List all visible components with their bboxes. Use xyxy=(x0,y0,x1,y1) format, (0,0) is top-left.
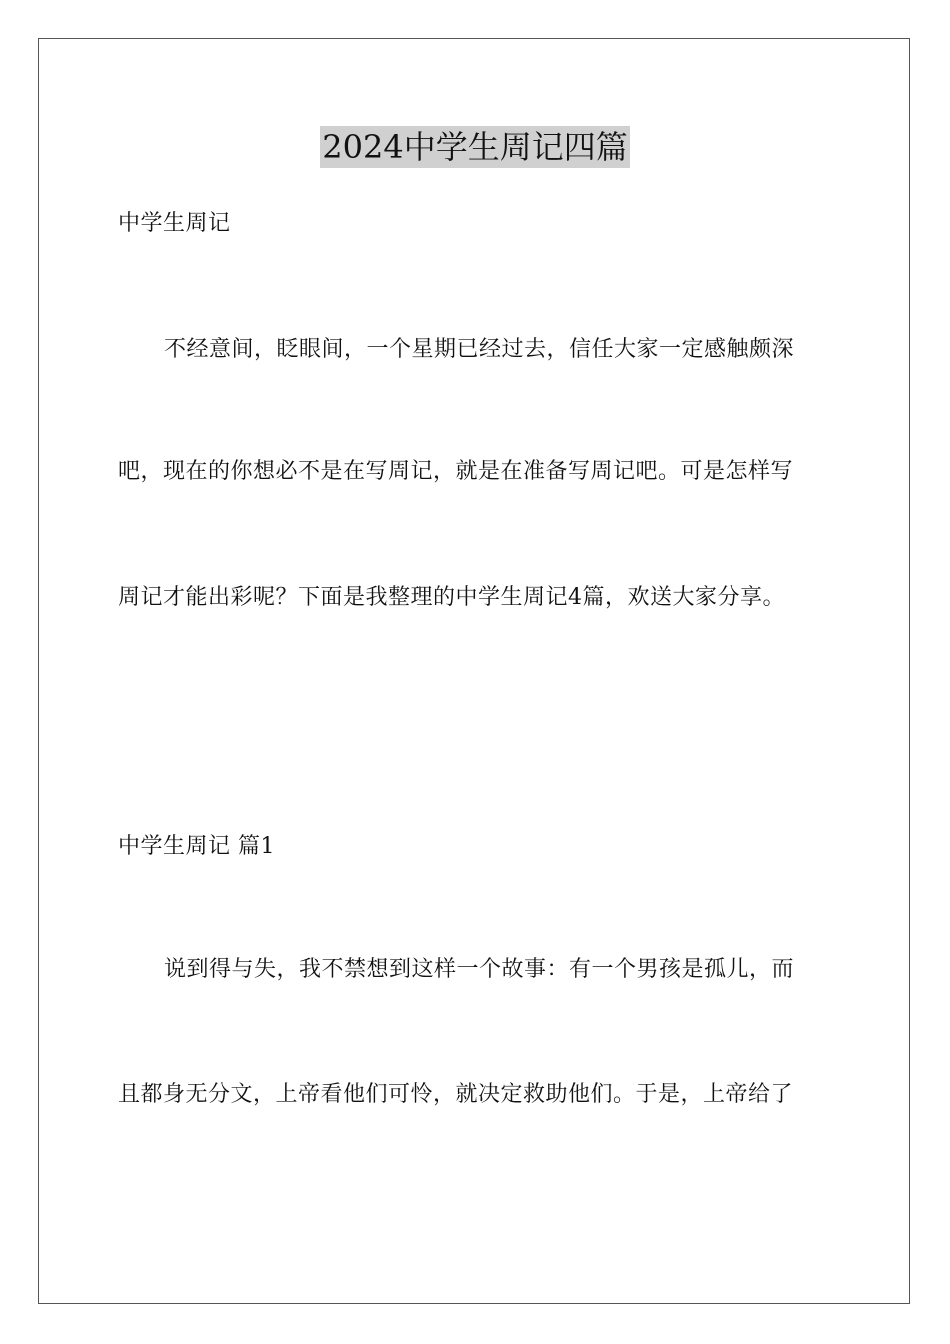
part1-heading: 中学生周记 篇1 xyxy=(118,834,275,859)
intro-line-3: 周记才能出彩呢？下面是我整理的中学生周记4篇，欢送大家分享。 xyxy=(118,585,785,610)
intro-line-1: 不经意间，眨眼间，一个星期已经过去，信任大家一定感触颇深 xyxy=(164,337,795,362)
part1-line-1: 说到得与失，我不禁想到这样一个故事：有一个男孩是孤儿，而 xyxy=(164,957,795,982)
title-container xyxy=(0,126,950,168)
part1-line-2: 且都身无分文，上帝看他们可怜，就决定救助他们。于是，上帝给了 xyxy=(118,1082,794,1107)
document-title: 2024中学生周记四篇 xyxy=(322,128,628,166)
section-heading: 中学生周记 xyxy=(118,211,231,236)
intro-line-2: 吧，现在的你想必不是在写周记，就是在准备写周记吧。可是怎样写 xyxy=(118,459,794,484)
